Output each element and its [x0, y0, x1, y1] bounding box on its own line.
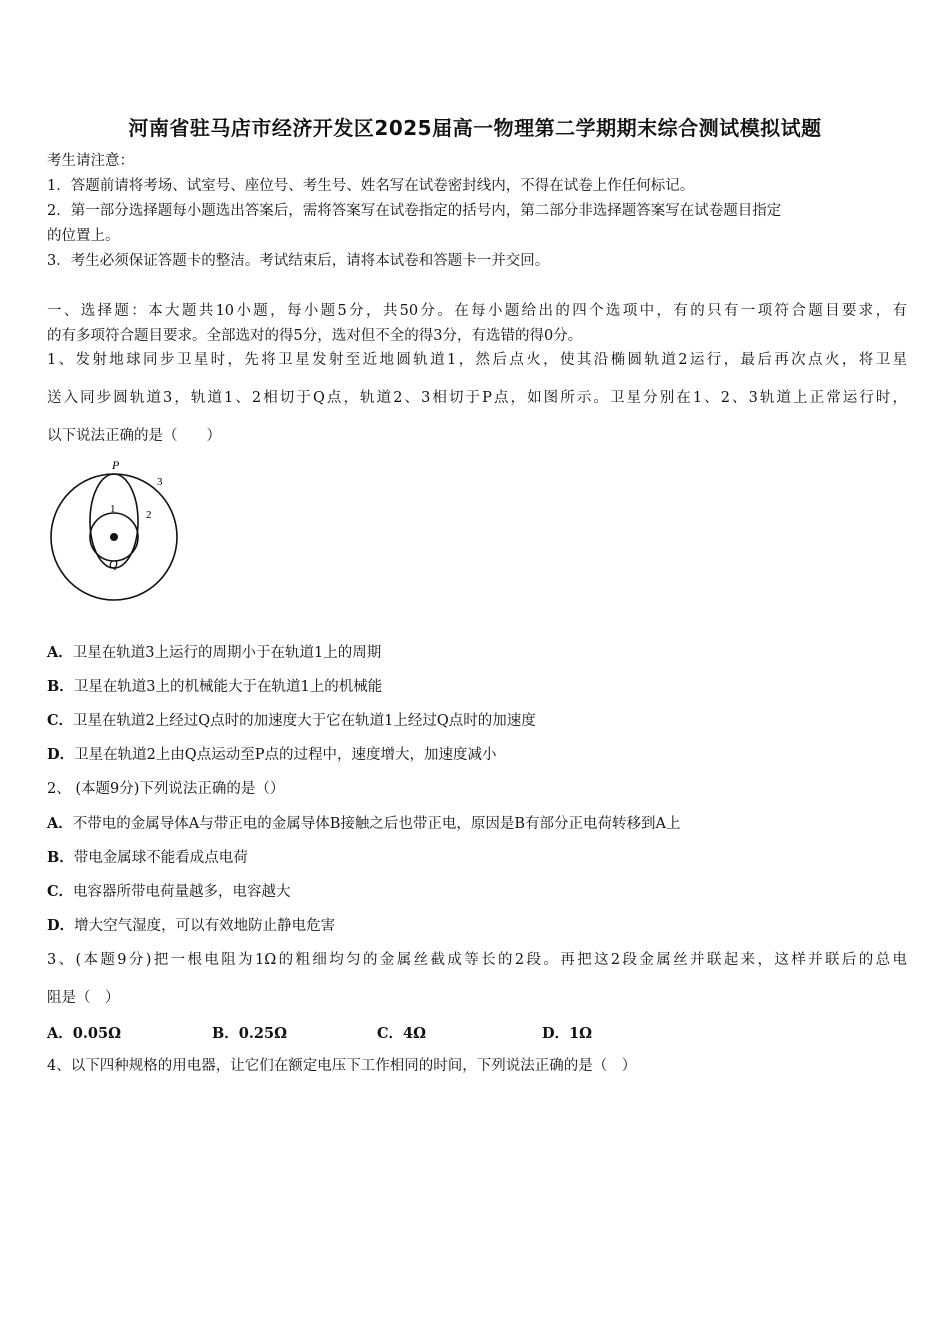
q2-option-b-label: B．	[47, 849, 74, 866]
notice-heading: 考生请注意：	[47, 153, 134, 169]
q3-option-c	[377, 1022, 426, 1043]
q2-option-a-label: A．	[47, 815, 73, 832]
notice-item-2-cont: 的位置上。	[47, 228, 120, 244]
q1-option-a	[47, 643, 907, 663]
page-title: 河南省驻马店市经济开发区2025届高一物理第二学期期末综合测试模拟试题	[128, 116, 822, 140]
label-2: 2	[146, 509, 152, 521]
q2-option-c-label: C．	[47, 883, 74, 900]
q2-option-b-text: 带电金属球不能看成点电荷	[73, 850, 248, 866]
earth-dot	[110, 533, 118, 541]
q3-stem-line-1: 3、(本题9分)把一根电阻为1Ω的粗细均匀的金属丝截成等长的2段。再把这2段金属丝并联起来，这样并联后的总电	[47, 952, 907, 968]
q2-option-a	[47, 814, 907, 834]
label-3: 3	[157, 476, 163, 488]
section-heading-line-1: 一、选择题：本大题共10小题，每小题5分，共50分。在每小题给出的四个选项中，有的只有一项符合题目要求，有	[47, 303, 907, 319]
q2-option-c-text: 电容器所带电荷量越多，电容越大	[73, 884, 291, 900]
q1-option-d-text: 卫星在轨道2上由Q点运动至P点的过程中，速度增大，加速度减小	[74, 747, 497, 763]
q3-option-d-label: D．	[542, 1025, 570, 1042]
q3-options-row	[47, 1022, 907, 1042]
label-p: P	[112, 458, 120, 472]
notice-item-2: 2．第一部分选择题每小题选出答案后，需将答案写在试卷指定的括号内，第二部分非选择题答案写在试卷题目指定	[47, 203, 782, 219]
label-q: Q	[109, 557, 118, 571]
q2-option-d-label: D．	[47, 917, 75, 934]
q2-option-d	[47, 916, 907, 936]
q1-option-c	[47, 711, 907, 731]
orbit-diagram	[44, 456, 186, 606]
q1-stem-line-3: 以下说法正确的是（ ）	[47, 428, 221, 444]
q3-stem-line-2: 阻是（ ）	[47, 990, 120, 1006]
label-1: 1	[110, 503, 116, 515]
q3-option-a-text: 0.05Ω	[72, 1025, 121, 1042]
q2-option-d-text: 增大空气湿度，可以有效地防止静电危害	[74, 918, 336, 934]
q3-option-a-label: A．	[47, 1025, 73, 1042]
q3-option-c-label: C．	[377, 1025, 404, 1042]
q1-option-c-text: 卫星在轨道2上经过Q点时的加速度大于它在轨道1上经过Q点时的加速度	[73, 713, 536, 729]
q3-option-d-text: 1Ω	[569, 1025, 593, 1042]
notice-item-3: 3．考生必须保证答题卡的整洁。考试结束后，请将本试卷和答题卡一并交回。	[47, 253, 550, 269]
q1-option-b	[47, 677, 907, 697]
notice-item-1: 1．答题前请将考场、试室号、座位号、考生号、姓名写在试卷密封线内，不得在试卷上作任何标记。	[47, 178, 695, 194]
q3-option-c-text: 4Ω	[403, 1025, 427, 1042]
q2-stem: 2、 (本题9分)下列说法正确的是（）	[47, 781, 285, 797]
q3-option-b-label: B．	[212, 1025, 239, 1042]
q1-stem-line-1: 1、发射地球同步卫星时，先将卫星发射至近地圆轨道1，然后点火，使其沿椭圆轨道2运行，最后再次点火，将卫星	[47, 352, 907, 368]
q1-option-a-text: 卫星在轨道3上运行的周期小于在轨道1上的周期	[72, 645, 382, 661]
q3-option-a	[47, 1022, 121, 1043]
q4-stem: 4、以下四种规格的用电器，让它们在额定电压下工作相同的时间，下列说法正确的是（ ）	[47, 1058, 637, 1074]
q1-option-b-label: B．	[47, 678, 74, 695]
q1-option-b-text: 卫星在轨道3上的机械能大于在轨道1上的机械能	[73, 679, 383, 695]
q3-option-b	[212, 1022, 287, 1043]
q3-option-d	[542, 1022, 592, 1043]
q2-option-a-text: 不带电的金属导体A与带正电的金属导体B接触之后也带正电，原因是B有部分正电荷转移到A上	[72, 816, 681, 832]
section-heading-line-2: 的有多项符合题目要求。全部选对的得5分，选对但不全的得3分，有选错的得0分。	[47, 328, 583, 344]
q1-option-d	[47, 745, 907, 765]
q1-option-c-label: C．	[47, 712, 74, 729]
q2-option-c	[47, 882, 907, 902]
q3-option-b-text: 0.25Ω	[238, 1025, 287, 1042]
q1-stem-line-2: 送入同步圆轨道3，轨道1、2相切于Q点，轨道2、3相切于P点，如图所示。卫星分别在1、2、3轨道上正常运行时，	[47, 390, 907, 406]
q2-option-b	[47, 848, 907, 868]
q1-option-d-label: D．	[47, 746, 75, 763]
q1-option-a-label: A．	[47, 644, 73, 661]
